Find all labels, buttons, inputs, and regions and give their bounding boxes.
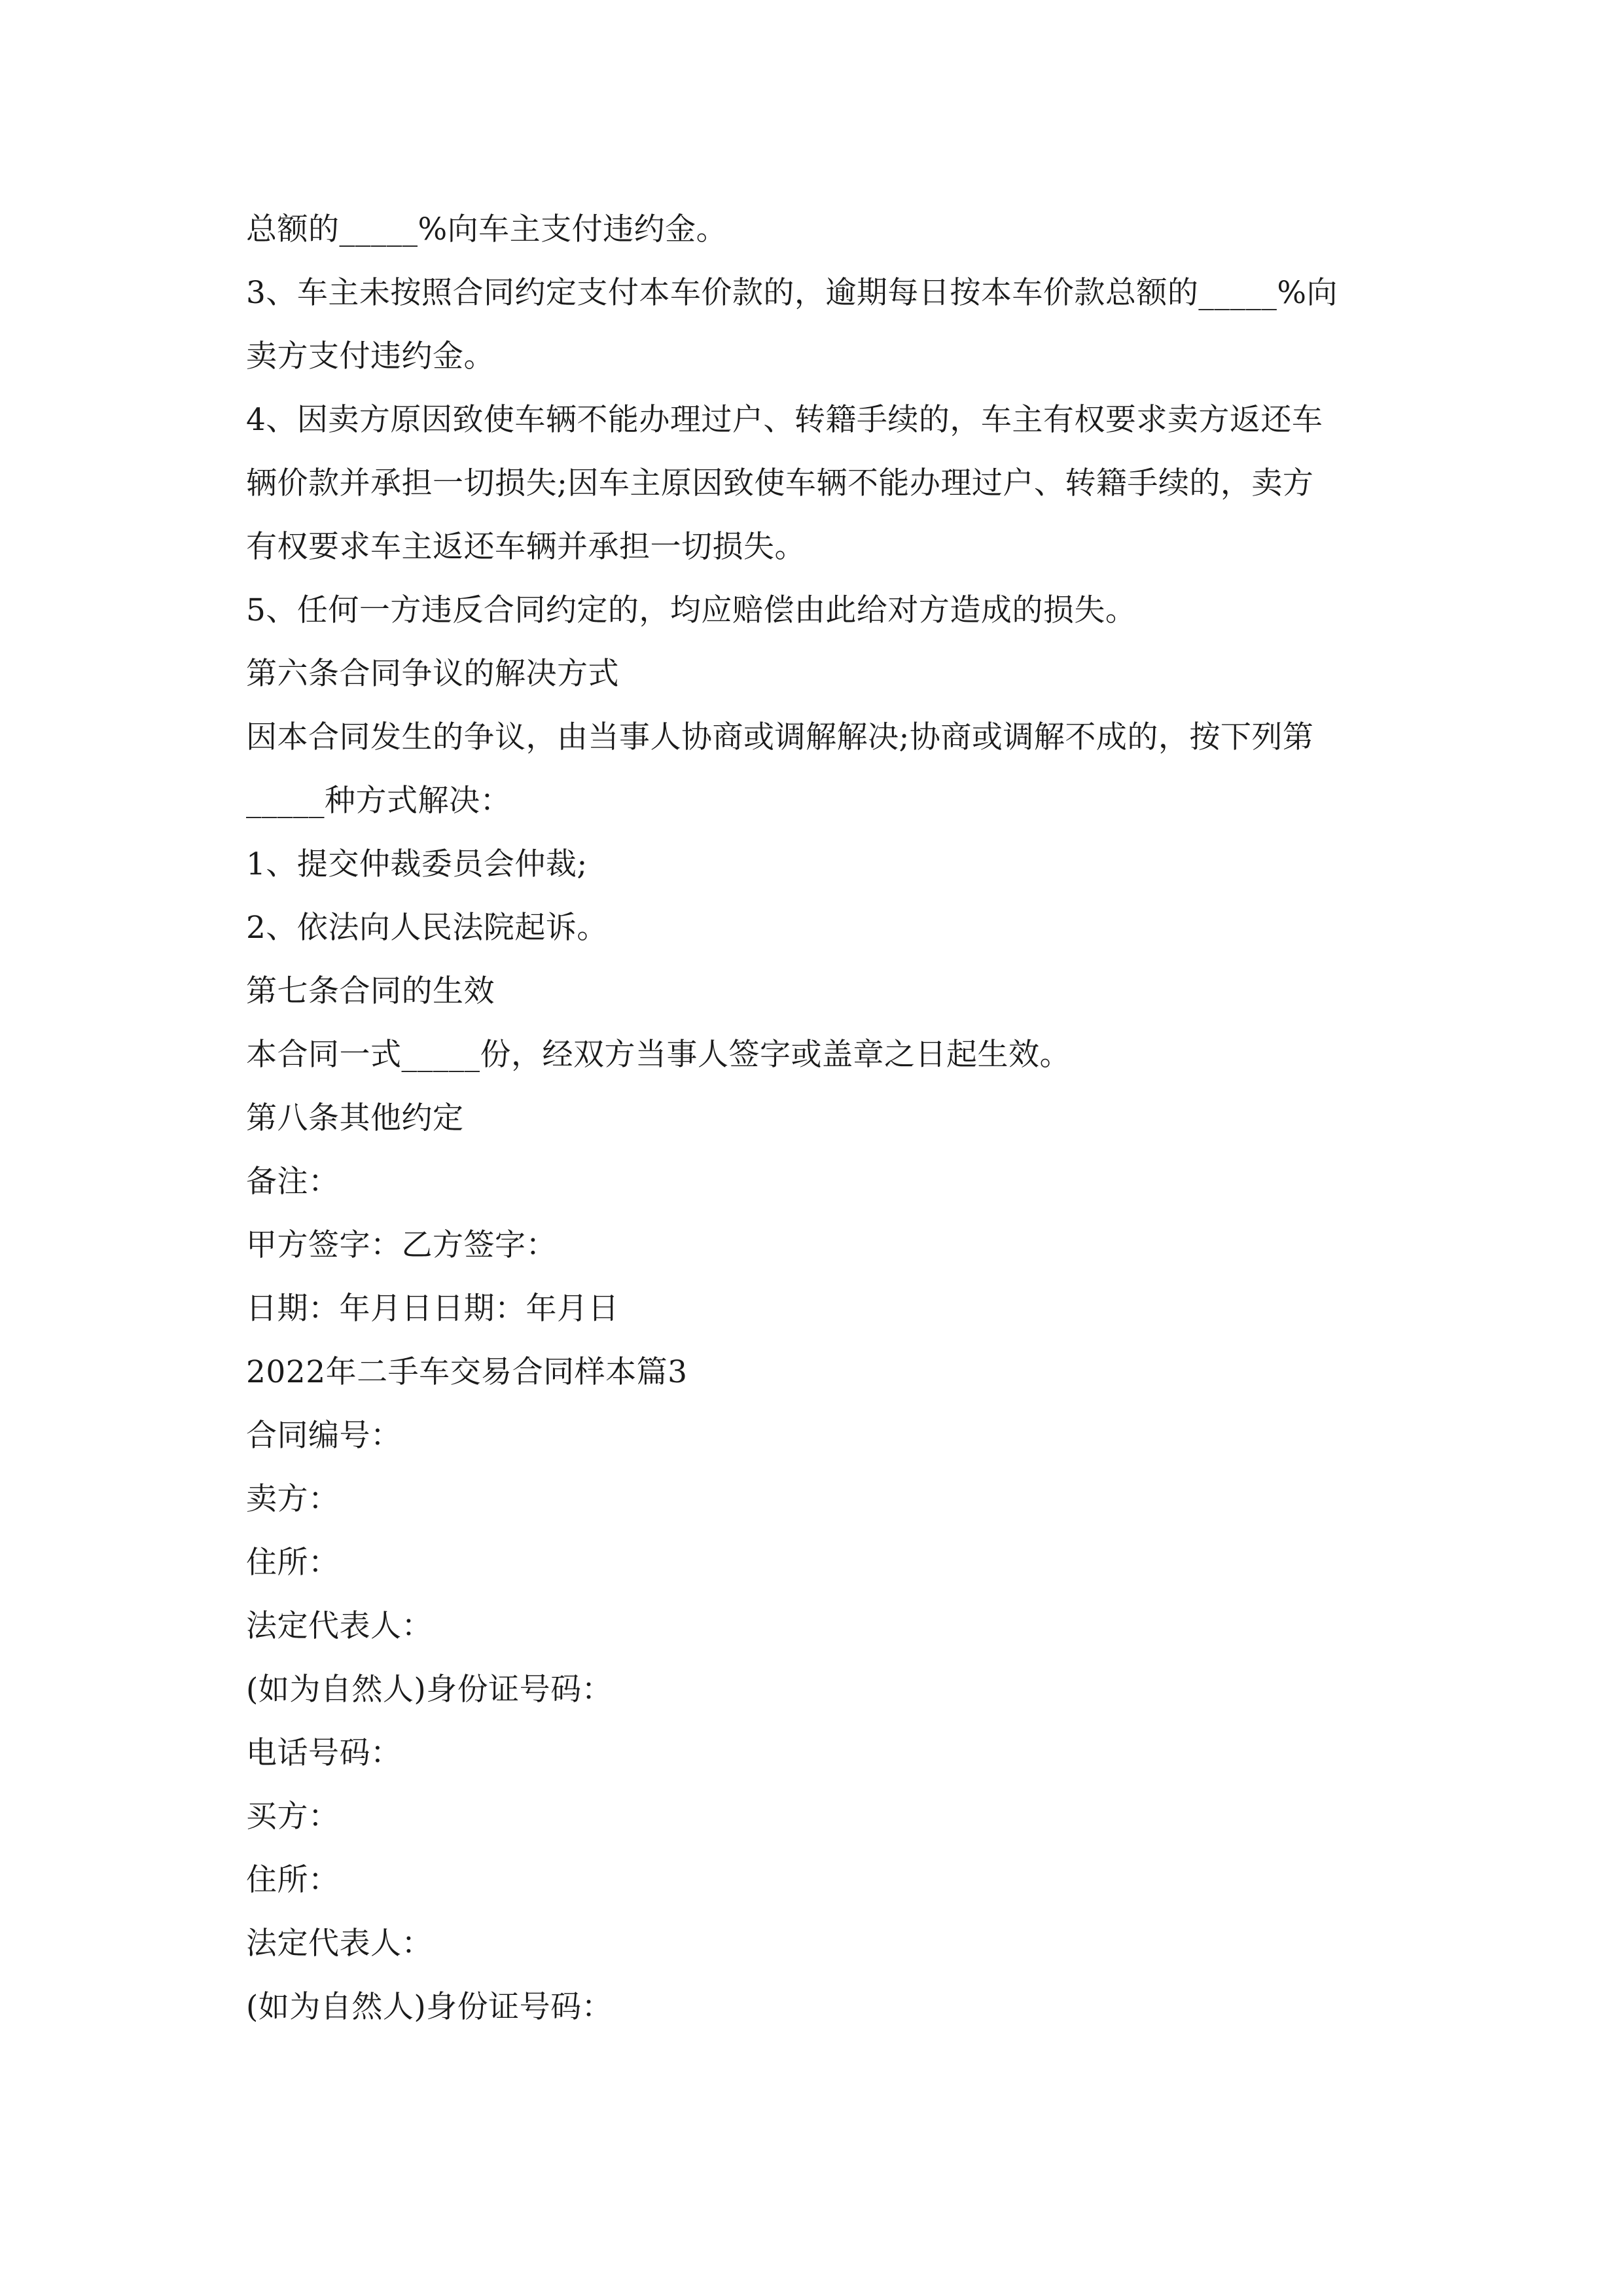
form-field-label: 合同编号： xyxy=(246,1418,402,1454)
section-heading: 第七条合同的生效 xyxy=(246,973,495,1009)
form-field-label: 住所： xyxy=(246,1545,340,1581)
text-line: _____种方式解决： xyxy=(246,783,511,819)
form-field-label: 住所： xyxy=(246,1862,340,1898)
form-field-label: 电话号码： xyxy=(246,1735,402,1771)
section-heading: 第六条合同争议的解决方式 xyxy=(246,656,619,692)
text-line: 备注： xyxy=(246,1164,340,1200)
text-line: 3、车主未按照合同约定支付本车价款的，逾期每日按本车价款总额的_____%向 xyxy=(246,275,1338,311)
document-title: 2022年二手车交易合同样本篇3 xyxy=(246,1354,688,1390)
text-line: 因本合同发生的争议，由当事人协商或调解解决;协商或调解不成的，按下列第 xyxy=(246,719,1314,755)
text-line: 1、提交仲裁委员会仲裁; xyxy=(246,846,588,882)
text-line: 总额的_____%向车主支付违约金。 xyxy=(246,211,728,247)
text-line: 4、因卖方原因致使车辆不能办理过户、转籍手续的，车主有权要求卖方返还车 xyxy=(246,402,1323,438)
section-heading: 第八条其他约定 xyxy=(246,1100,464,1136)
text-line: 5、任何一方违反合同约定的，均应赔偿由此给对方造成的损失。 xyxy=(246,592,1137,628)
form-field-label: 卖方： xyxy=(246,1481,340,1517)
text-line: 辆价款并承担一切损失;因车主原因致使车辆不能办理过户、转籍手续的，卖方 xyxy=(246,465,1314,501)
form-field-label: 法定代表人： xyxy=(246,1608,433,1644)
text-line: 卖方支付违约金。 xyxy=(246,338,495,374)
text-line: 2、依法向人民法院起诉。 xyxy=(246,910,608,946)
text-line: 本合同一式_____份，经双方当事人签字或盖章之日起生效。 xyxy=(246,1037,1071,1073)
form-field-label: 法定代表人： xyxy=(246,1926,433,1962)
document-body xyxy=(246,198,1378,2039)
text-line: 有权要求车主返还车辆并承担一切损失。 xyxy=(246,529,806,565)
date-line: 日期：年月日日期：年月日 xyxy=(246,1291,619,1327)
form-field-label: 买方： xyxy=(246,1799,340,1835)
form-field-label: (如为自然人)身份证号码： xyxy=(246,1989,613,2025)
form-field-label: (如为自然人)身份证号码： xyxy=(246,1672,613,1708)
signature-line: 甲方签字：乙方签字： xyxy=(246,1227,557,1263)
